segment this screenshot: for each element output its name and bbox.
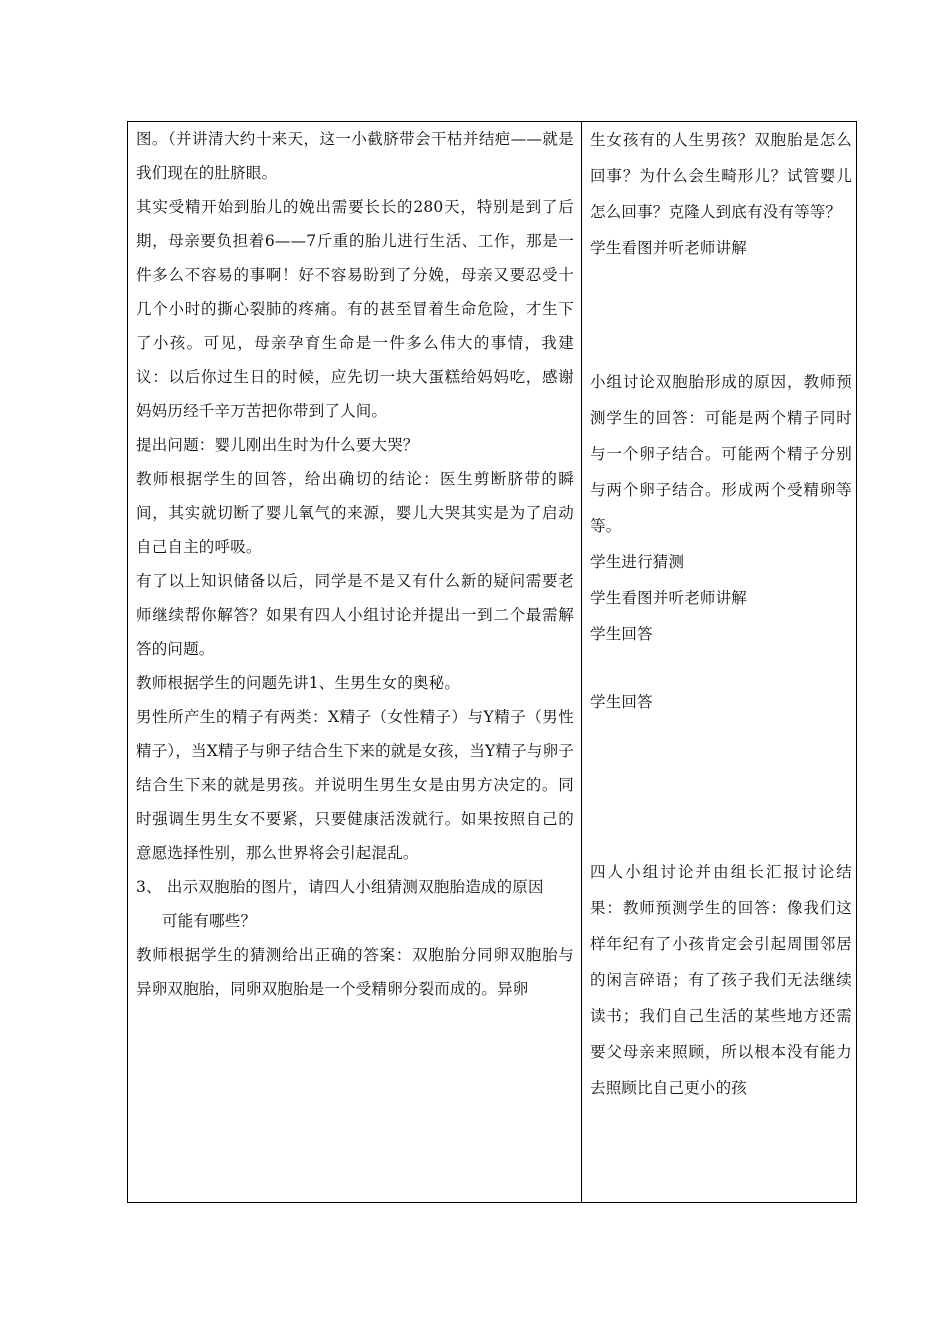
paragraph: 小组讨论双胞胎形成的原因，教师预测学生的回答：可能是两个精子同时与一个卵子结合。可能两个精子分别与两个卵子结合。形成两个受精卵等等。	[590, 373, 852, 535]
paragraph: 3、 出示双胞胎的图片，请四人小组猜测双胞胎造成的原因	[136, 878, 544, 896]
paragraph: 可能有哪些？	[162, 912, 257, 930]
paragraph: 学生进行猜测	[590, 553, 685, 571]
paragraph: 生女孩有的人生男孩？双胞胎是怎么回事？为什么会生畸形儿？试管婴儿怎么回事？克隆人到底有没有等等？	[590, 131, 852, 221]
paragraph: 教师根据学生的猜测给出正确的答案：双胞胎分同卵双胞胎与异卵双胞胎，同卵双胞胎是一个受精卵分裂而成的。异卵	[136, 946, 574, 998]
paragraph: 学生回答	[590, 693, 653, 711]
paragraph: 四人小组讨论并由组长汇报讨论结果：教师预测学生的回答：像我们这样年纪有了小孩肯定会引起周围邻居的闲言碎语；有了孩子我们无法继续读书；我们自己生活的某些地方还需要父母亲来照顾，所以根本没有能力去照顾比自己更小的孩	[590, 863, 852, 1097]
paragraph: 学生回答	[590, 625, 653, 643]
paragraph: 提出问题：婴儿刚出生时为什么要大哭？	[136, 436, 419, 454]
paragraph: 教师根据学生的回答，给出确切的结论：医生剪断脐带的瞬间，其实就切断了婴儿氧气的来源，婴儿大哭其实是为了启动自己自主的呼吸。	[136, 470, 574, 556]
teacher-activity-column	[136, 122, 574, 1006]
paragraph: 学生看图并听老师讲解	[590, 239, 748, 257]
paragraph: 男性所产生的精子有两类：X精子（女性精子）与Y精子（男性精子），当X精子与卵子结合生下来的就是女孩，当Y精子与卵子结合生下来的就是男孩。并说明生男生女是由男方决定的。同时强调生男生女不要紧，只要健康活泼就行。如果按照自己的意愿选择性别，那么世界将会引起混乱。	[136, 708, 574, 862]
paragraph: 有了以上知识储备以后，同学是不是又有什么新的疑问需要老师继续帮你解答？如果有四人小组讨论并提出一到二个最需解答的问题。	[136, 572, 574, 658]
paragraph: 教师根据学生的问题先讲1、生男生女的奥秘。	[136, 674, 461, 692]
student-activity-column	[590, 122, 852, 1106]
column-divider	[581, 122, 582, 1202]
paragraph: 学生看图并听老师讲解	[590, 589, 748, 607]
paragraph: 其实受精开始到胎儿的娩出需要长长的280天，特别是到了后期，母亲要负担着6——7斤重的胎儿进行生活、工作，那是一件多么不容易的事啊！好不容易盼到了分娩，母亲又要忍受十几个小时的撕心裂肺的疼痛。有的甚至冒着生命危险，才生下了小孩。可见，母亲孕育生命是一件多么伟大的事情，我建议：以后你过生日的时候，应先切一块大蛋糕给妈妈吃，感谢妈妈历经千辛万苦把你带到了人间。	[136, 198, 574, 420]
lesson-table	[127, 121, 857, 1203]
paragraph: 图。（并讲清大约十来天，这一小截脐带会干枯并结疤——就是我们现在的肚脐眼。	[136, 130, 574, 182]
